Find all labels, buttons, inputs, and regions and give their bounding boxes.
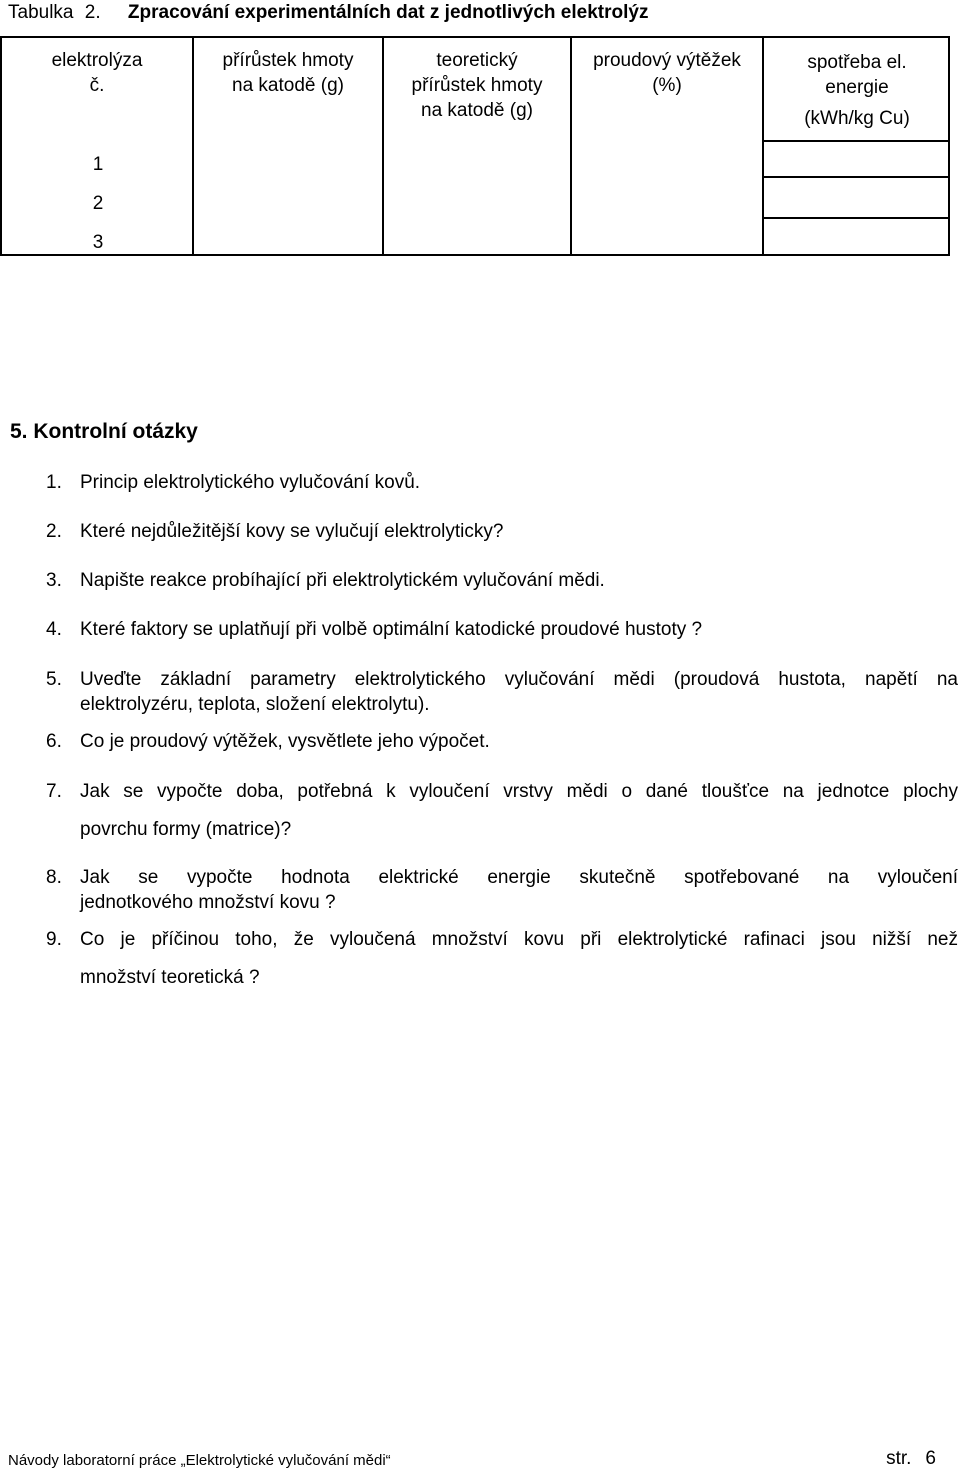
row-divider <box>762 217 948 219</box>
question-item <box>46 779 958 842</box>
question-text: Jak se vypočte doba, potřebná k vyloučení vrstvy mědi o dané tloušťce na jednotce plochy <box>80 781 958 802</box>
row-label: 3 <box>92 232 104 253</box>
page-number-block <box>886 1448 936 1470</box>
row-divider <box>762 140 948 142</box>
question-text: Co je příčinou toho, že vyloučená množství kovu při elektrolytické rafinaci jsou nižší než <box>80 929 958 950</box>
results-table <box>0 36 950 256</box>
question-item <box>46 519 958 544</box>
caption-label: Tabulka <box>8 2 74 23</box>
question-item <box>46 667 958 717</box>
question-item <box>46 568 958 593</box>
question-text: Které faktory se uplatňují při volbě optimální katodické proudové hustoty ? <box>80 619 703 640</box>
header-electrolysis-number: elektrolýza č. <box>51 50 143 96</box>
question-text: Uveďte základní parametry elektrolytického vylučování mědi (proudová hustota, napětí na <box>80 669 958 690</box>
question-number: 4. <box>46 619 62 640</box>
section-heading: 5. Kontrolní otázky <box>10 420 198 443</box>
question-text: Co je proudový výtěžek, vysvětlete jeho výpočet. <box>80 731 490 752</box>
question-text: jednotkového množství kovu ? <box>80 892 336 913</box>
header-mass-increase: přírůstek hmoty na katodě (g) <box>222 50 354 96</box>
header-energy-consumption: spotřeba el. energie (kWh/kg Cu) <box>804 52 910 129</box>
question-item <box>46 865 958 915</box>
caption-number: 2. <box>84 2 101 23</box>
question-text: povrchu formy (matrice)? <box>80 819 292 840</box>
page-footer <box>8 1448 936 1469</box>
question-text: Které nejdůležitější kovy se vylučují elektrolyticky? <box>80 521 504 542</box>
header-current-efficiency: proudový výtěžek (%) <box>593 50 741 96</box>
question-number: 9. <box>46 929 62 950</box>
caption-title: Zpracování experimentálních dat z jednotlivých elektrolýz <box>127 2 649 23</box>
row-label: 1 <box>92 154 104 175</box>
question-item <box>46 617 958 642</box>
page-label: str. <box>886 1448 912 1469</box>
header-theoretical-mass-increase: teoretický přírůstek hmoty na katodě (g) <box>411 50 543 121</box>
table-caption <box>8 2 648 24</box>
row-divider <box>762 176 948 178</box>
row-label: 2 <box>92 193 104 214</box>
footer-text: Návody laboratorní práce „Elektrolytické vylučování mědi“ <box>8 1452 391 1469</box>
question-item <box>46 470 958 495</box>
question-text: Jak se vypočte hodnota elektrické energie skutečně spotřebované na vyloučení <box>80 867 958 888</box>
question-number: 3. <box>46 570 62 591</box>
question-number: 7. <box>46 781 62 802</box>
question-item <box>46 729 958 754</box>
question-number: 8. <box>46 867 62 888</box>
question-number: 2. <box>46 521 62 542</box>
question-text: elektrolyzéru, teplota, složení elektrolytu). <box>80 694 430 715</box>
question-number: 1. <box>46 472 62 493</box>
page-number: 6 <box>925 1448 936 1469</box>
question-text: Princip elektrolytického vylučování kovů. <box>80 472 421 493</box>
question-number: 5. <box>46 669 62 690</box>
question-text: množství teoretická ? <box>80 967 260 988</box>
question-item <box>46 927 958 990</box>
question-text: Napište reakce probíhající při elektrolytickém vylučování mědi. <box>80 570 605 591</box>
question-number: 6. <box>46 731 62 752</box>
